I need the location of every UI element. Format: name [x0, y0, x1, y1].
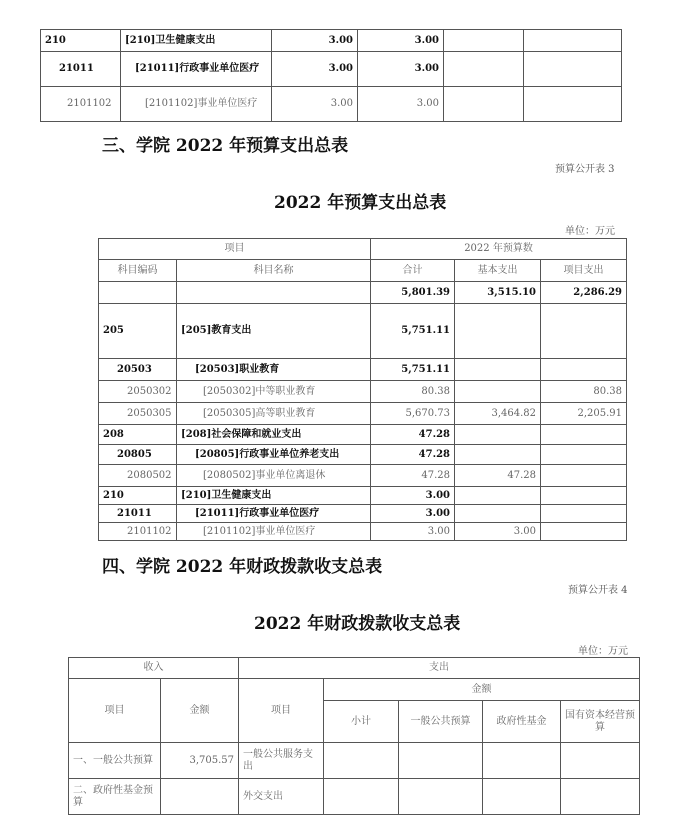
basic-cell: 3.00	[358, 52, 444, 87]
project-cell	[541, 465, 627, 487]
basic-cell	[455, 304, 541, 359]
section-3-table-title: 2022 年预算支出总表	[274, 193, 447, 213]
total-cell: 80.38	[371, 381, 455, 403]
name-cell: [2050302]中等职业教育	[177, 381, 371, 403]
name-cell: [208]社会保障和就业支出	[177, 425, 371, 445]
code-cell: 205	[99, 304, 177, 359]
basic-cell	[455, 359, 541, 381]
basic-cell	[455, 505, 541, 523]
table-row	[99, 304, 627, 359]
income-header: 收入	[69, 658, 239, 679]
table-row	[99, 465, 627, 487]
amount-header: 金额	[324, 679, 640, 701]
empty-cell	[399, 779, 483, 815]
total-header: 合计	[371, 260, 455, 282]
section-4-heading: 四、学院 2022 年财政拨款收支总表	[102, 557, 383, 577]
code-cell: 210	[99, 487, 177, 505]
total-cell: 47.28	[371, 465, 455, 487]
code-cell: 2050305	[99, 403, 177, 425]
project-cell: 2,286.29	[541, 282, 627, 304]
income-item-cell: 一、一般公共预算	[69, 743, 161, 779]
total-row	[99, 282, 627, 304]
table-row	[99, 523, 627, 541]
code-cell: 210	[41, 30, 121, 52]
top-continuation-table	[40, 29, 622, 122]
table-row	[41, 30, 622, 52]
table-row	[99, 403, 627, 425]
table-row	[99, 425, 627, 445]
code-cell	[99, 282, 177, 304]
table-row	[99, 381, 627, 403]
empty-cell	[524, 52, 622, 87]
code-cell: 2080502	[99, 465, 177, 487]
project-cell	[541, 523, 627, 541]
code-header: 科目编码	[99, 260, 177, 282]
table-row	[99, 487, 627, 505]
name-cell: [20503]职业教育	[177, 359, 371, 381]
total-cell: 47.28	[371, 425, 455, 445]
table-row	[41, 52, 622, 87]
code-cell: 20503	[99, 359, 177, 381]
name-cell: [2101102]事业单位医疗	[177, 523, 371, 541]
code-cell: 21011	[99, 505, 177, 523]
table-row	[69, 743, 640, 779]
table-row	[99, 505, 627, 523]
empty-cell	[483, 779, 561, 815]
total-cell: 3.00	[371, 487, 455, 505]
name-cell: [2101102]事业单位医疗	[121, 87, 272, 122]
project-cell	[541, 487, 627, 505]
section-3-unit: 单位：万元	[565, 226, 615, 237]
project-cell	[541, 505, 627, 523]
project-cell: 80.38	[541, 381, 627, 403]
state-capital-header: 国有资本经营预算	[561, 701, 640, 743]
basic-cell: 3,515.10	[455, 282, 541, 304]
name-cell: [205]教育支出	[177, 304, 371, 359]
empty-cell	[524, 30, 622, 52]
basic-cell: 3.00	[358, 87, 444, 122]
fiscal-appropriation-table	[68, 657, 640, 815]
empty-cell	[524, 87, 622, 122]
income-item-header: 项目	[69, 679, 161, 743]
basic-cell	[455, 381, 541, 403]
total-cell: 5,751.11	[371, 359, 455, 381]
basic-header: 基本支出	[455, 260, 541, 282]
basic-cell: 3.00	[358, 30, 444, 52]
total-cell: 3.00	[272, 52, 358, 87]
section-3-table-number: 预算公开表 3	[555, 164, 615, 175]
name-cell: [20805]行政事业单位养老支出	[177, 445, 371, 465]
expense-item-header: 项目	[239, 679, 324, 743]
total-cell: 3.00	[272, 87, 358, 122]
gov-fund-header: 政府性基金	[483, 701, 561, 743]
income-amount-header: 金额	[161, 679, 239, 743]
basic-cell: 47.28	[455, 465, 541, 487]
total-cell: 5,801.39	[371, 282, 455, 304]
name-cell	[177, 282, 371, 304]
income-amount-cell: 3,705.57	[161, 743, 239, 779]
name-cell: [2080502]事业单位离退休	[177, 465, 371, 487]
code-cell: 208	[99, 425, 177, 445]
budget-expenditure-table	[98, 238, 627, 541]
empty-cell	[324, 779, 399, 815]
project-cell	[541, 359, 627, 381]
basic-cell: 3.00	[455, 523, 541, 541]
project-cell: 2,205.91	[541, 403, 627, 425]
general-budget-header: 一般公共预算	[399, 701, 483, 743]
subtotal-header: 小计	[324, 701, 399, 743]
expense-item-cell: 外交支出	[239, 779, 324, 815]
section-3-heading: 三、学院 2022 年预算支出总表	[102, 136, 349, 156]
name-cell: [210]卫生健康支出	[121, 30, 272, 52]
expense-header: 支出	[239, 658, 640, 679]
empty-cell	[561, 743, 640, 779]
empty-cell	[444, 87, 524, 122]
income-amount-cell	[161, 779, 239, 815]
total-cell: 5,670.73	[371, 403, 455, 425]
header-row	[99, 260, 627, 282]
name-header: 科目名称	[177, 260, 371, 282]
code-cell: 2101102	[99, 523, 177, 541]
code-cell: 2101102	[41, 87, 121, 122]
empty-cell	[444, 52, 524, 87]
empty-cell	[561, 779, 640, 815]
empty-cell	[399, 743, 483, 779]
project-cell	[541, 445, 627, 465]
income-item-cell: 二、政府性基金预算	[69, 779, 161, 815]
project-cell	[541, 304, 627, 359]
total-cell: 3.00	[371, 523, 455, 541]
empty-cell	[324, 743, 399, 779]
section-4-unit: 单位：万元	[578, 646, 628, 657]
code-cell: 21011	[41, 52, 121, 87]
project-header: 项目支出	[541, 260, 627, 282]
name-cell: [21011]行政事业单位医疗	[121, 52, 272, 87]
expense-item-cell: 一般公共服务支出	[239, 743, 324, 779]
item-header: 项目	[99, 239, 371, 260]
budget-header: 2022 年预算数	[371, 239, 627, 260]
project-cell	[541, 425, 627, 445]
name-cell: [21011]行政事业单位医疗	[177, 505, 371, 523]
table-row	[41, 87, 622, 122]
basic-cell	[455, 425, 541, 445]
basic-cell	[455, 445, 541, 465]
code-cell: 20805	[99, 445, 177, 465]
total-cell: 5,751.11	[371, 304, 455, 359]
basic-cell: 3,464.82	[455, 403, 541, 425]
section-4-table-number: 预算公开表 4	[568, 585, 628, 596]
name-cell: [2050305]高等职业教育	[177, 403, 371, 425]
header-row	[99, 239, 627, 260]
total-cell: 3.00	[272, 30, 358, 52]
section-4-table-title: 2022 年财政拨款收支总表	[254, 614, 461, 634]
code-cell: 2050302	[99, 381, 177, 403]
total-cell: 47.28	[371, 445, 455, 465]
empty-cell	[444, 30, 524, 52]
table-row	[99, 359, 627, 381]
basic-cell	[455, 487, 541, 505]
name-cell: [210]卫生健康支出	[177, 487, 371, 505]
header-row	[69, 658, 640, 679]
total-cell: 3.00	[371, 505, 455, 523]
header-row	[69, 679, 640, 701]
empty-cell	[483, 743, 561, 779]
table-row	[99, 445, 627, 465]
table-row	[69, 779, 640, 815]
